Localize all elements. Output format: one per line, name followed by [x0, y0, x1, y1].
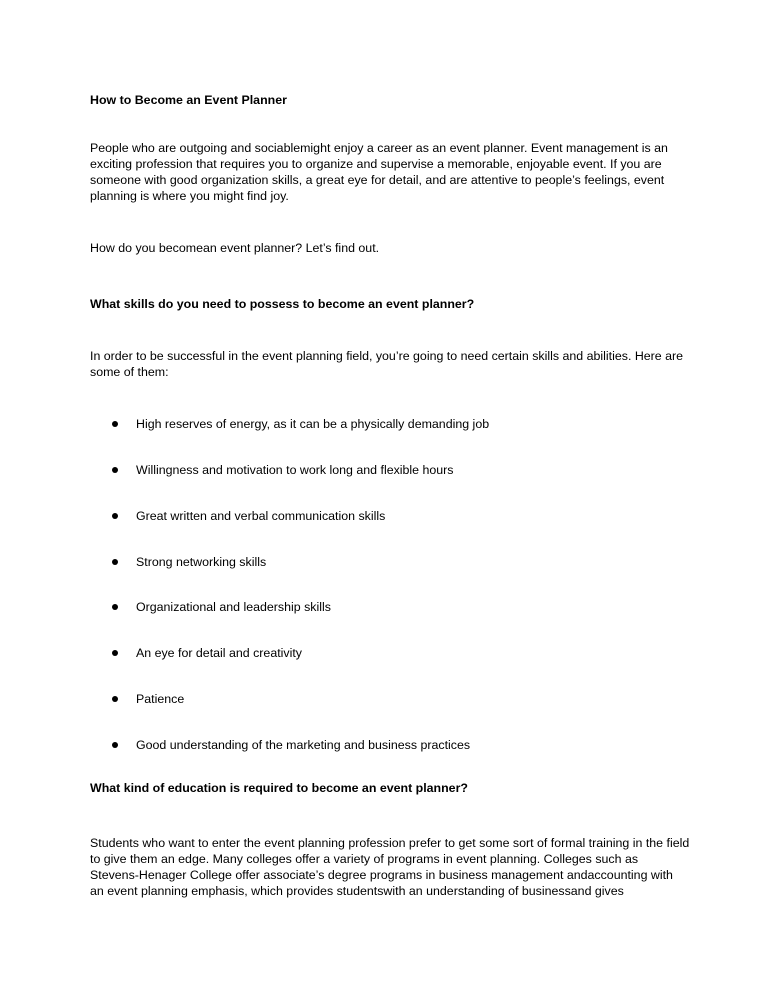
skills-intro-paragraph: In order to be successful in the event planning field, you’re going to need certain skills and abilities. Here are some of them:: [90, 349, 684, 379]
bullet-icon: [112, 604, 118, 610]
skills-heading: What skills do you need to possess to become an event planner?: [90, 297, 475, 311]
list-item: [112, 508, 672, 524]
bullet-icon: [112, 513, 118, 519]
list-item: [112, 599, 672, 615]
question-line: How do you becomean event planner? Let’s find out.: [90, 241, 380, 255]
intro-paragraph: People who are outgoing and sociablemight enjoy a career as an event planner. Event management is an exciting profession that requires you to organize and supervise a memorable, enjoyable event. If you are someone with good organization skills, a great eye for detail, and are attentive to people’s feelings, event planning is where you might find joy.: [90, 141, 668, 203]
list-item-text: Patience: [136, 692, 185, 706]
bullet-icon: [112, 421, 118, 427]
list-item-text: High reserves of energy, as it can be a physically demanding job: [136, 417, 490, 431]
education-heading: What kind of education is required to become an event planner?: [90, 781, 468, 795]
bullet-icon: [112, 696, 118, 702]
list-item: [112, 737, 672, 753]
bullet-icon: [112, 742, 118, 748]
list-item: [112, 416, 672, 432]
bullet-icon: [112, 650, 118, 656]
list-item-text: An eye for detail and creativity: [136, 646, 302, 660]
list-item-text: Willingness and motivation to work long and flexible hours: [136, 463, 454, 477]
list-item: [112, 462, 672, 478]
list-item-text: Good understanding of the marketing and business practices: [136, 738, 471, 752]
bullet-icon: [112, 467, 118, 473]
list-item-text: Strong networking skills: [136, 555, 267, 569]
list-item: [112, 691, 672, 707]
list-item: [112, 554, 672, 570]
list-item: [112, 645, 672, 661]
bullet-icon: [112, 559, 118, 565]
education-paragraph: Students who want to enter the event planning profession prefer to get some sort of formal training in the field to give them an edge. Many colleges offer a variety of programs in event planning. Colleges such as Stevens-Henager College offer associate’s degree programs in business management andaccounting with an event planning emphasis, which provides studentswith an understanding of businessand gives: [90, 836, 690, 898]
list-item-text: Organizational and leadership skills: [136, 600, 331, 614]
list-item-text: Great written and verbal communication skills: [136, 509, 386, 523]
document-title: How to Become an Event Planner: [90, 93, 287, 107]
